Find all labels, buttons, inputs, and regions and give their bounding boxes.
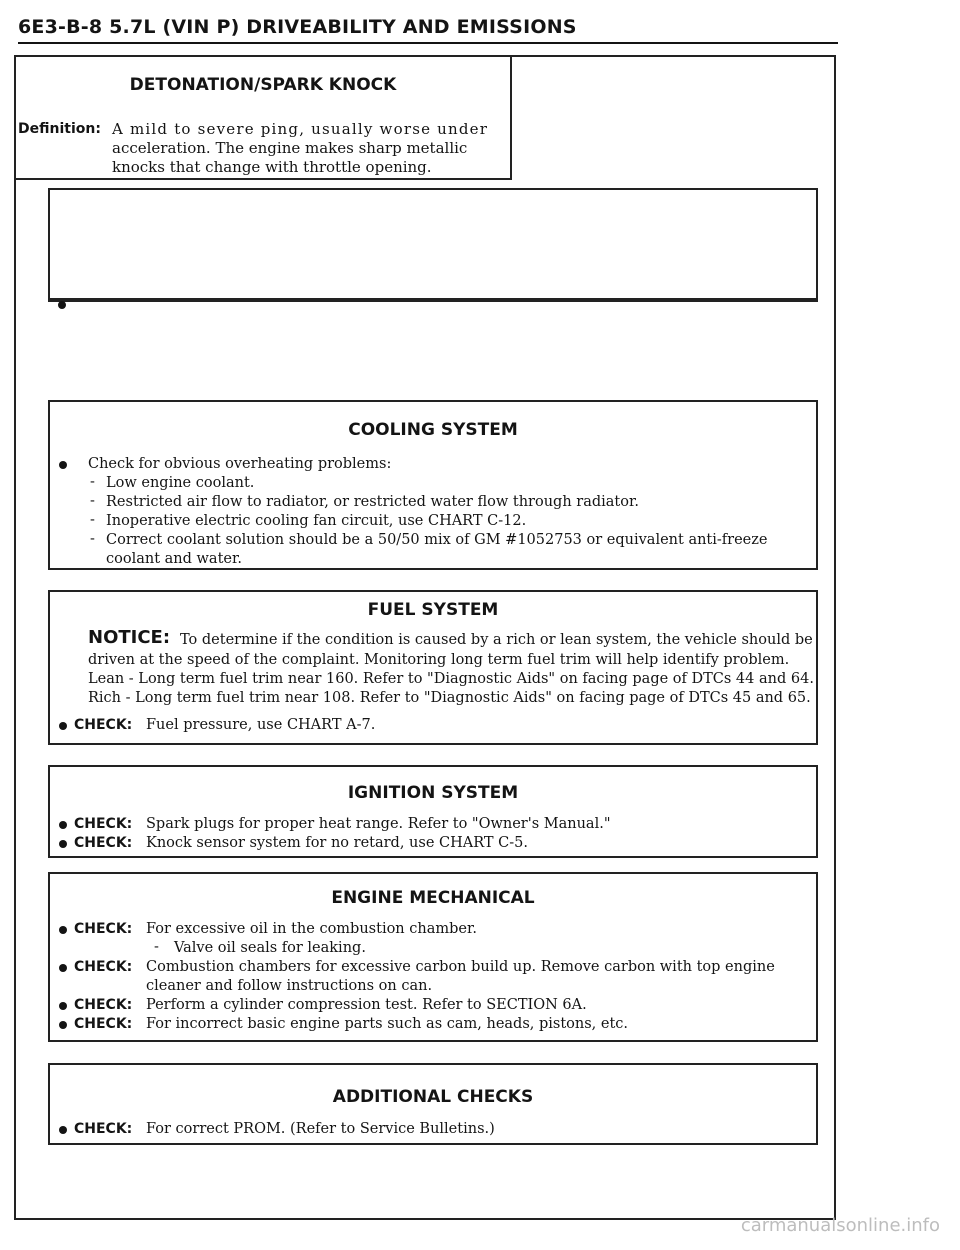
ignition-system-box: [48, 765, 818, 858]
cooling-item-2: Restricted air flow to radiator, or restricted water flow through radiator.: [106, 494, 639, 510]
bullet-dot: [59, 964, 67, 972]
bullet-dot: [59, 1126, 67, 1134]
engine-check-3: Perform a cylinder compression test. Refer to SECTION 6A.: [146, 997, 587, 1013]
definition-line-1: A mild to severe ping, usually worse under: [112, 120, 489, 138]
cooling-title: COOLING SYSTEM: [348, 420, 518, 440]
dash-marker: -: [90, 531, 95, 547]
definition-line-2: acceleration. The engine makes sharp metallic: [112, 139, 468, 157]
cooling-system-box: [48, 400, 818, 570]
ignition-title: IGNITION SYSTEM: [347, 783, 519, 803]
fuel-system-box: [48, 590, 818, 745]
bullet-dot: [59, 926, 67, 934]
ignition-check-label-2: CHECK:: [74, 835, 133, 851]
bullet-dot: [59, 461, 67, 469]
engine-check-1: For excessive oil in the combustion chamber.: [146, 921, 477, 937]
cooling-item-3: Inoperative electric cooling fan circuit, use CHART C-12.: [106, 513, 527, 529]
bullet-dot: [59, 722, 67, 730]
engine-check-label-3: CHECK:: [74, 997, 133, 1013]
watermark: carmanualsonline.info: [740, 1215, 940, 1236]
bullet-dot: [59, 1002, 67, 1010]
fuel-title: FUEL SYSTEM: [367, 600, 499, 620]
engine-check-2a: Combustion chambers for excessive carbon build up. Remove carbon with top engine: [146, 959, 775, 975]
engine-check-2b: cleaner and follow instructions on can.: [146, 978, 433, 994]
bullet-dot: [59, 840, 67, 848]
fuel-line-2: driven at the speed of the complaint. Monitoring long term fuel trim will help identify problem.: [88, 652, 790, 668]
cooling-intro: Check for obvious overheating problems:: [88, 456, 392, 472]
engine-check-4: For incorrect basic engine parts such as cam, heads, pistons, etc.: [146, 1016, 629, 1032]
additional-check: For correct PROM. (Refer to Service Bulletins.): [146, 1121, 495, 1137]
engine-check-label-2: CHECK:: [74, 959, 133, 975]
bullet-dot: [59, 1021, 67, 1029]
engine-mechanical-box: [48, 872, 818, 1042]
fuel-line-4: Rich - Long term fuel trim near 108. Refer to "Diagnostic Aids" on facing page of DTCs 45 and 65.: [88, 690, 811, 706]
header-rule: [18, 42, 838, 44]
preliminary-box-full: [48, 188, 818, 302]
fuel-check: Fuel pressure, use CHART A-7.: [146, 717, 376, 733]
additional-checks-box: [48, 1063, 818, 1145]
dash-marker: -: [154, 939, 159, 955]
additional-title: ADDITIONAL CHECKS: [332, 1087, 534, 1107]
page-header: [18, 16, 838, 38]
ignition-check-label-1: CHECK:: [74, 816, 133, 832]
definition-title: DETONATION/SPARK KNOCK: [129, 75, 397, 95]
notice-label: NOTICE:: [88, 627, 171, 648]
fuel-line-1: To determine if the condition is caused by a rich or lean system, the vehicle should be: [180, 632, 813, 648]
cooling-item-4: Correct coolant solution should be a 50/50 mix of GM #1052753 or equivalent anti-freeze: [106, 532, 768, 548]
engine-check-label-1: CHECK:: [74, 921, 133, 937]
dash-marker: -: [90, 512, 95, 528]
cooling-item-5: coolant and water.: [106, 551, 242, 567]
bullet-dot: [58, 301, 66, 309]
definition-label: Definition:: [18, 121, 101, 137]
ignition-check-2: Knock sensor system for no retard, use CHART C-5.: [146, 835, 529, 851]
cooling-item-1: Low engine coolant.: [106, 475, 255, 491]
additional-check-label: CHECK:: [74, 1121, 133, 1137]
dash-marker: -: [90, 474, 95, 490]
bullet-dot: [59, 821, 67, 829]
definition-line-3: knocks that change with throttle opening.: [112, 158, 432, 176]
engine-title: ENGINE MECHANICAL: [331, 888, 535, 908]
dash-marker: -: [90, 493, 95, 509]
engine-check-label-4: CHECK:: [74, 1016, 133, 1032]
engine-sub-1: Valve oil seals for leaking.: [174, 940, 366, 956]
ignition-check-1: Spark plugs for proper heat range. Refer to "Owner's Manual.": [146, 816, 611, 832]
fuel-line-3: Lean - Long term fuel trim near 160. Refer to "Diagnostic Aids" on facing page of DTCs 44 and 64.: [88, 671, 814, 687]
page-title: 6E3-B-8 5.7L (VIN P) DRIVEABILITY AND EMISSIONS: [18, 16, 577, 38]
definition-box: [14, 55, 512, 180]
fuel-check-label: CHECK:: [74, 717, 133, 733]
